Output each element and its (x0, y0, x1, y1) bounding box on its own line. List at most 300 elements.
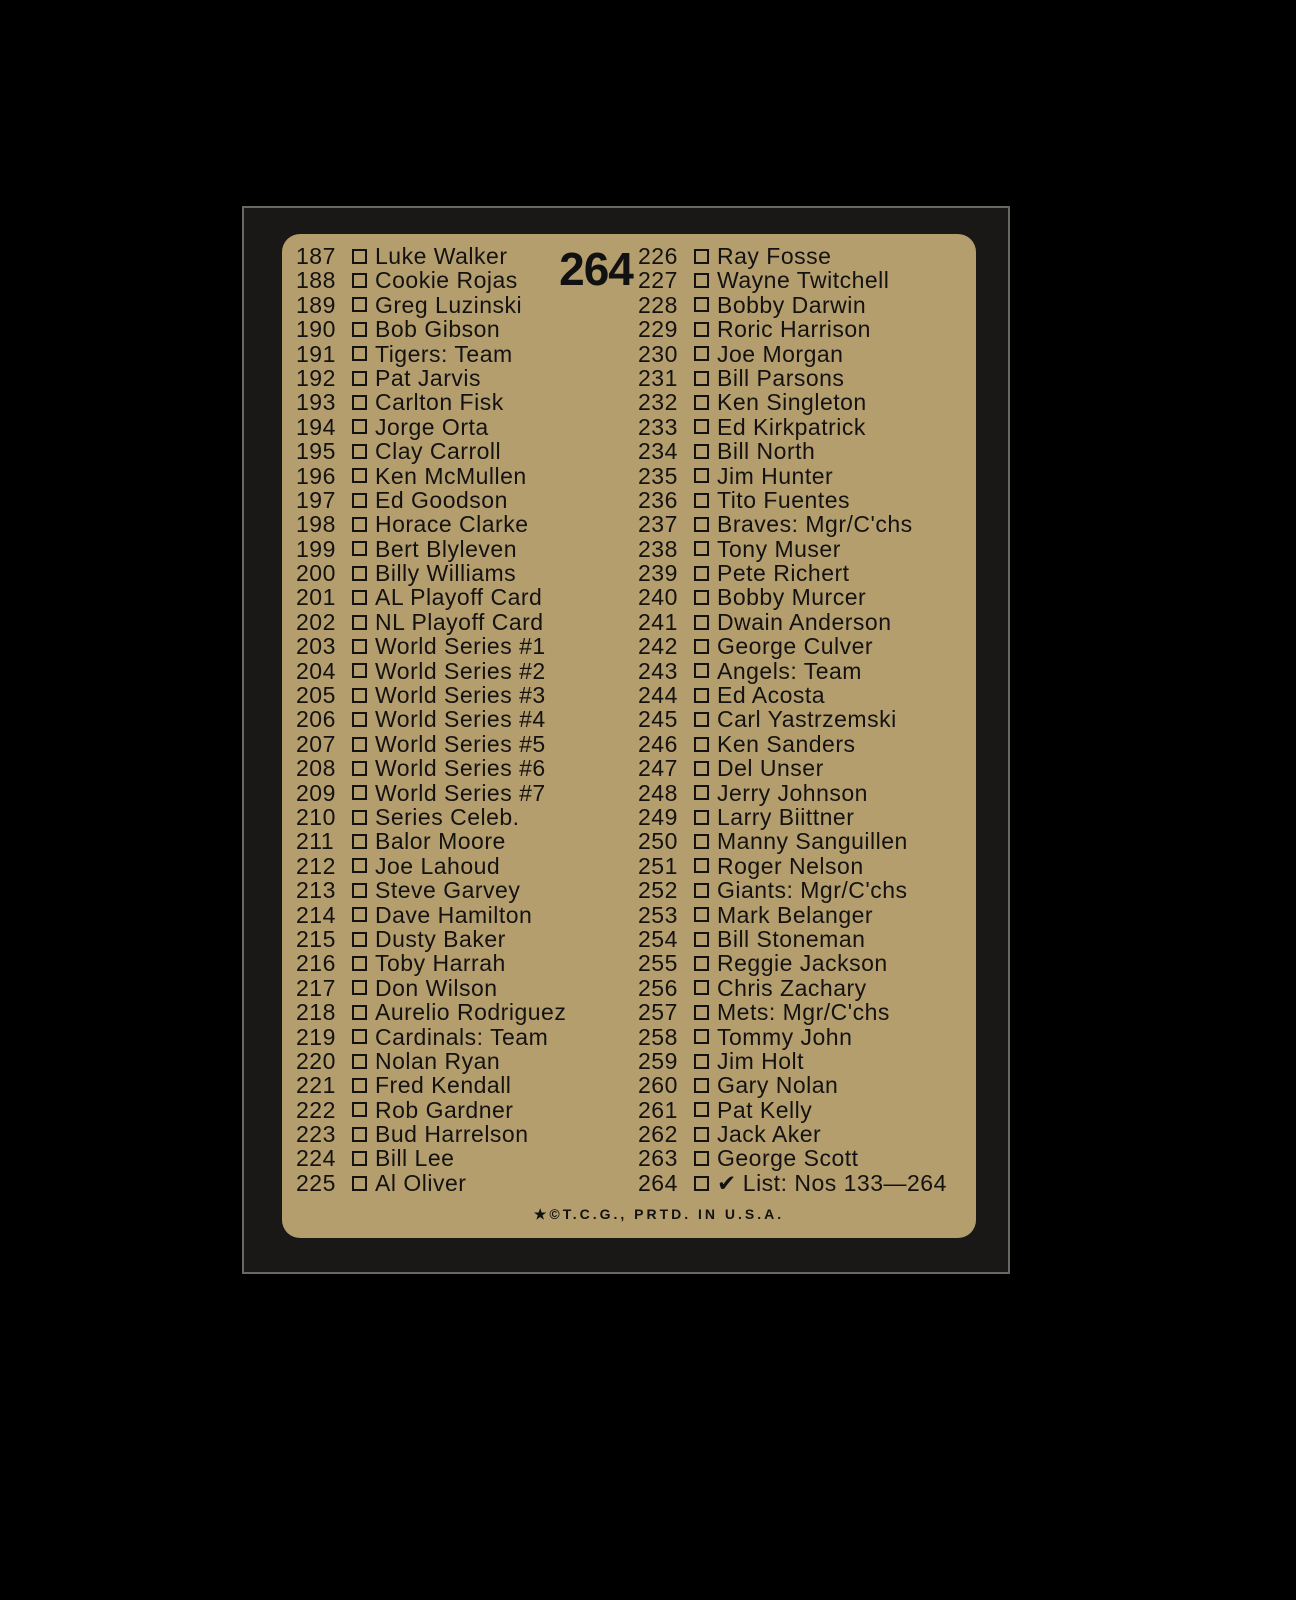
checklist-row (296, 268, 626, 292)
checkbox-icon[interactable] (694, 371, 709, 386)
checklist-row (296, 1049, 626, 1073)
checkbox-icon[interactable] (694, 639, 709, 654)
checklist-row (296, 903, 626, 927)
checkbox-icon[interactable] (694, 590, 709, 605)
player-name: World Series #4 (375, 706, 546, 733)
checklist-row (296, 878, 626, 902)
player-name-wrap (717, 561, 974, 585)
card-num: 234 (638, 438, 678, 465)
checklist-row (296, 1000, 626, 1024)
player-name-wrap (717, 293, 974, 317)
player-name: Tony Muser (717, 535, 841, 562)
checklist-row (638, 878, 974, 902)
checklist-row (296, 244, 626, 268)
checkbox-icon[interactable] (352, 858, 367, 873)
checklist-row (296, 610, 626, 634)
checklist-row (296, 317, 626, 341)
checklist-row (638, 659, 974, 683)
card-number: 264 (559, 243, 633, 295)
card-num: 239 (638, 560, 678, 587)
player-name-wrap (375, 342, 626, 366)
card-num: 252 (638, 877, 678, 904)
player-name-wrap (717, 878, 974, 902)
player-name: Ed Kirkpatrick (717, 413, 866, 440)
card-num: 195 (296, 438, 336, 465)
player-name: Bill Parsons (717, 364, 845, 391)
player-name-wrap (717, 415, 974, 439)
player-name: Giants: Mgr/C'chs (717, 877, 908, 904)
checkmark-icon: ✔ (717, 1169, 737, 1196)
checkbox-icon[interactable] (694, 1176, 709, 1191)
checklist-row (638, 293, 974, 317)
player-name: Jerry Johnson (717, 779, 868, 806)
player-name: Rob Gardner (375, 1096, 514, 1123)
player-name: Dwain Anderson (717, 608, 892, 635)
checkbox-icon[interactable] (352, 566, 367, 581)
player-name-wrap (717, 1049, 974, 1073)
player-name: World Series #3 (375, 682, 546, 709)
checkbox-icon[interactable] (694, 688, 709, 703)
card-num: 201 (296, 584, 336, 611)
player-name-wrap (717, 659, 974, 683)
checklist-row (638, 610, 974, 634)
checklist-row (296, 1171, 626, 1195)
checklist-row (296, 683, 626, 707)
player-name: Billy Williams (375, 560, 517, 587)
player-name: Bill North (717, 438, 816, 465)
checklist-row (638, 244, 974, 268)
player-name: Nolan Ryan (375, 1047, 501, 1074)
player-name-wrap (717, 268, 974, 292)
player-name: Clay Carroll (375, 438, 502, 465)
player-name: Horace Clarke (375, 511, 529, 538)
checkbox-icon[interactable] (352, 1151, 367, 1166)
checklist-row (638, 390, 974, 414)
player-name: Tommy John (717, 1023, 853, 1050)
player-name-wrap (375, 415, 626, 439)
checklist-row (638, 439, 974, 463)
checkbox-icon[interactable] (694, 1005, 709, 1020)
checklist-row (296, 1122, 626, 1146)
copyright-footer: ★©T.C.G., PRTD. IN U.S.A. (533, 1206, 785, 1222)
player-name-wrap (717, 1171, 974, 1195)
checkbox-icon[interactable] (694, 493, 709, 508)
player-name-wrap (375, 1000, 626, 1024)
player-name-wrap (717, 805, 974, 829)
player-name-wrap (717, 1000, 974, 1024)
card-num: 256 (638, 974, 678, 1001)
checklist-row (638, 976, 974, 1000)
checklist-row (638, 781, 974, 805)
player-name-wrap (717, 439, 974, 463)
card-num: 189 (296, 291, 336, 318)
checkbox-icon[interactable] (694, 346, 709, 361)
checkbox-icon[interactable] (352, 639, 367, 654)
checkbox-icon[interactable] (694, 737, 709, 752)
checkbox-icon[interactable] (352, 907, 367, 922)
player-name-wrap (375, 976, 626, 1000)
card-num: 231 (638, 364, 678, 391)
checkbox-icon[interactable] (694, 907, 709, 922)
checklist-row (638, 585, 974, 609)
checkbox-icon[interactable] (352, 346, 367, 361)
player-name: Jack Aker (717, 1121, 822, 1148)
checklist-row (638, 317, 974, 341)
player-name-wrap (717, 390, 974, 414)
card-num: 197 (296, 486, 336, 513)
checkbox-icon[interactable] (352, 980, 367, 995)
checklist-row (296, 854, 626, 878)
card-num: 191 (296, 340, 336, 367)
player-name: Ken Singleton (717, 389, 867, 416)
card-num: 259 (638, 1047, 678, 1074)
player-name-wrap (717, 366, 974, 390)
card-num: 198 (296, 511, 336, 538)
checklist-row (638, 854, 974, 878)
player-name-wrap (717, 244, 974, 268)
card-num: 211 (296, 828, 335, 855)
player-name: Tito Fuentes (717, 486, 850, 513)
player-name-wrap (375, 561, 626, 585)
player-name: Ed Goodson (375, 486, 508, 513)
checkbox-icon[interactable] (352, 1078, 367, 1093)
checkbox-icon[interactable] (352, 444, 367, 459)
card-num: 251 (638, 852, 678, 879)
checkbox-icon[interactable] (694, 785, 709, 800)
player-name-wrap (717, 927, 974, 951)
player-name: World Series #2 (375, 657, 546, 684)
checkbox-icon[interactable] (694, 883, 709, 898)
player-name-wrap (375, 1025, 626, 1049)
player-name: Mark Belanger (717, 901, 874, 928)
player-name: Aurelio Rodriguez (375, 999, 567, 1026)
player-name-wrap (375, 537, 626, 561)
player-name-wrap (375, 293, 626, 317)
player-name: Del Unser (717, 755, 824, 782)
checklist-row (296, 976, 626, 1000)
checkbox-icon[interactable] (352, 249, 367, 264)
card-num: 193 (296, 389, 336, 416)
player-name-wrap (717, 732, 974, 756)
checklist-row (296, 1073, 626, 1097)
checkbox-icon[interactable] (352, 1127, 367, 1142)
card-num: 218 (296, 999, 336, 1026)
player-name-wrap (375, 1098, 626, 1122)
card-num: 262 (638, 1121, 678, 1148)
player-name-wrap (375, 732, 626, 756)
player-name: Carlton Fisk (375, 389, 504, 416)
card-num: 243 (638, 657, 678, 684)
checkbox-icon[interactable] (352, 932, 367, 947)
checklist-row (296, 1146, 626, 1170)
player-name-wrap (375, 1146, 626, 1170)
card-num: 220 (296, 1047, 336, 1074)
player-name-wrap (375, 1171, 626, 1195)
checkbox-icon[interactable] (694, 1151, 709, 1166)
player-name-wrap (375, 464, 626, 488)
checkbox-icon[interactable] (694, 1078, 709, 1093)
player-name-wrap (375, 317, 626, 341)
card-num: 255 (638, 950, 678, 977)
checkbox-icon[interactable] (352, 883, 367, 898)
checklist-row (638, 1146, 974, 1170)
card-num: 190 (296, 316, 336, 343)
player-name: Jorge Orta (375, 413, 489, 440)
checkbox-icon[interactable] (694, 468, 709, 483)
player-name-wrap (717, 854, 974, 878)
checkbox-icon[interactable] (694, 1102, 709, 1117)
checkbox-icon[interactable] (694, 273, 709, 288)
checkbox-icon[interactable] (694, 980, 709, 995)
player-name: George Scott (717, 1145, 859, 1172)
checkbox-icon[interactable] (694, 541, 709, 556)
checkbox-icon[interactable] (694, 1054, 709, 1069)
checklist-card (242, 206, 1010, 1274)
checkbox-icon[interactable] (352, 1029, 367, 1044)
checkbox-icon[interactable] (694, 444, 709, 459)
card-num: 209 (296, 779, 336, 806)
player-name-wrap (717, 903, 974, 927)
card-num: 216 (296, 950, 336, 977)
checkbox-icon[interactable] (694, 810, 709, 825)
checkbox-icon[interactable] (352, 297, 367, 312)
player-name: NL Playoff Card (375, 608, 544, 635)
player-name-wrap (375, 439, 626, 463)
player-name: Bob Gibson (375, 316, 501, 343)
player-name-wrap (717, 829, 974, 853)
player-name-wrap (717, 1122, 974, 1146)
checklist-row (296, 415, 626, 439)
checklist-row (638, 512, 974, 536)
checkbox-icon[interactable] (352, 273, 367, 288)
checkbox-icon[interactable] (352, 541, 367, 556)
checkbox-icon[interactable] (352, 810, 367, 825)
card-num: 242 (638, 633, 678, 660)
checklist-row (638, 634, 974, 658)
card-num: 199 (296, 535, 336, 562)
player-name: Pat Kelly (717, 1096, 813, 1123)
player-name-wrap (717, 951, 974, 975)
player-name-wrap (375, 1073, 626, 1097)
player-name: Bobby Murcer (717, 584, 867, 611)
checkbox-icon[interactable] (352, 688, 367, 703)
card-num: 254 (638, 925, 678, 952)
card-num: 206 (296, 706, 336, 733)
card-num: 208 (296, 755, 336, 782)
checklist-row (296, 1098, 626, 1122)
checkbox-icon[interactable] (352, 1102, 367, 1117)
player-name-wrap (375, 488, 626, 512)
checklist-row (296, 1025, 626, 1049)
checklist-row (638, 707, 974, 731)
card-num: 228 (638, 291, 678, 318)
checkbox-icon[interactable] (694, 663, 709, 678)
checklist-row (296, 781, 626, 805)
checkbox-icon[interactable] (694, 761, 709, 776)
checkbox-icon[interactable] (352, 1176, 367, 1191)
checklist-row (638, 1000, 974, 1024)
checklist-row (296, 756, 626, 780)
checklist-row (638, 537, 974, 561)
checkbox-icon[interactable] (352, 1054, 367, 1069)
player-name: Bobby Darwin (717, 291, 867, 318)
player-name-wrap (375, 659, 626, 683)
checkbox-icon[interactable] (352, 517, 367, 532)
card-num: 253 (638, 901, 678, 928)
checkbox-icon[interactable] (694, 1127, 709, 1142)
player-name-wrap (717, 1098, 974, 1122)
player-name: Bud Harrelson (375, 1121, 529, 1148)
player-name-wrap (375, 927, 626, 951)
checkbox-icon[interactable] (352, 956, 367, 971)
player-name-wrap (717, 781, 974, 805)
card-num: 212 (296, 852, 336, 879)
player-name-wrap (375, 951, 626, 975)
player-name: AL Playoff Card (375, 584, 543, 611)
card-num: 226 (638, 243, 678, 269)
player-name: Chris Zachary (717, 974, 867, 1001)
card-num: 194 (296, 413, 336, 440)
player-name-wrap (375, 366, 626, 390)
player-name-wrap (375, 1122, 626, 1146)
checklist-row (296, 927, 626, 951)
player-name: Balor Moore (375, 828, 506, 855)
checklist-row (296, 561, 626, 585)
checkbox-icon[interactable] (352, 590, 367, 605)
checkbox-icon[interactable] (694, 249, 709, 264)
player-name-wrap (717, 976, 974, 1000)
checklist-row (296, 488, 626, 512)
checkbox-icon[interactable] (694, 615, 709, 630)
player-name: Pete Richert (717, 560, 850, 587)
card-panel (282, 234, 976, 1238)
player-name-wrap (375, 707, 626, 731)
player-name: Tigers: Team (375, 340, 513, 367)
card-num: 247 (638, 755, 678, 782)
checklist-row (638, 342, 974, 366)
checkbox-icon[interactable] (694, 419, 709, 434)
checklist-row (638, 488, 974, 512)
player-name-wrap (717, 512, 974, 536)
card-num: 260 (638, 1072, 678, 1099)
player-name: Bill Stoneman (717, 925, 866, 952)
checkbox-icon[interactable] (352, 663, 367, 678)
checklist-row (296, 390, 626, 414)
checklist-row (296, 829, 626, 853)
checkbox-icon[interactable] (694, 322, 709, 337)
checkbox-icon[interactable] (352, 493, 367, 508)
card-num: 210 (296, 803, 336, 830)
card-num: 238 (638, 535, 678, 562)
player-name-wrap (375, 878, 626, 902)
player-name: World Series #1 (375, 633, 546, 660)
checkbox-icon[interactable] (352, 737, 367, 752)
checkbox-icon[interactable] (352, 322, 367, 337)
player-name: World Series #5 (375, 730, 546, 757)
player-name-wrap (375, 903, 626, 927)
card-num: 261 (638, 1096, 678, 1123)
checkbox-icon[interactable] (694, 517, 709, 532)
checkbox-icon[interactable] (694, 956, 709, 971)
player-name-wrap (717, 317, 974, 341)
checkbox-icon[interactable] (694, 1029, 709, 1044)
checklist-row (638, 415, 974, 439)
card-num: 207 (296, 730, 336, 757)
player-name: Reggie Jackson (717, 950, 888, 977)
player-name: Braves: Mgr/C'chs (717, 511, 913, 538)
card-num: 235 (638, 462, 678, 489)
player-name: Ken McMullen (375, 462, 527, 489)
card-num: 225 (296, 1169, 336, 1196)
checklist-row (296, 634, 626, 658)
player-name: Mets: Mgr/C'chs (717, 999, 890, 1026)
checklist-row (638, 1049, 974, 1073)
checkbox-icon[interactable] (694, 858, 709, 873)
checklist-row (296, 732, 626, 756)
checklist-row (638, 927, 974, 951)
checkbox-icon[interactable] (352, 785, 367, 800)
card-num: 233 (638, 413, 678, 440)
card-num: 221 (296, 1072, 336, 1099)
checklist-row (638, 268, 974, 292)
card-num: 245 (638, 706, 678, 733)
card-num: 229 (638, 316, 678, 343)
player-name: Larry Biittner (717, 803, 855, 830)
checkbox-icon[interactable] (694, 395, 709, 410)
checklist-row (638, 732, 974, 756)
checkbox-icon[interactable] (352, 761, 367, 776)
checkbox-icon[interactable] (352, 395, 367, 410)
checkbox-icon[interactable] (352, 615, 367, 630)
player-name: Ray Fosse (717, 243, 832, 269)
player-name-wrap (717, 342, 974, 366)
player-name: Greg Luzinski (375, 291, 523, 318)
checkbox-icon[interactable] (694, 566, 709, 581)
checkbox-icon[interactable] (352, 1005, 367, 1020)
checkbox-icon[interactable] (694, 932, 709, 947)
player-name: Dave Hamilton (375, 901, 533, 928)
checkbox-icon[interactable] (352, 419, 367, 434)
checkbox-icon[interactable] (694, 712, 709, 727)
card-num: 258 (638, 1023, 678, 1050)
player-name-wrap (375, 854, 626, 878)
player-name: Cookie Rojas (375, 267, 518, 294)
checklist-row (638, 366, 974, 390)
card-num: 188 (296, 267, 336, 294)
checklist-row (638, 683, 974, 707)
card-num: 223 (296, 1121, 336, 1148)
checklist-row (296, 512, 626, 536)
card-num: 264 (638, 1169, 678, 1196)
checkbox-icon[interactable] (352, 371, 367, 386)
player-name: Wayne Twitchell (717, 267, 890, 294)
checkbox-icon[interactable] (352, 712, 367, 727)
player-name-wrap (717, 707, 974, 731)
card-num: 248 (638, 779, 678, 806)
player-name-wrap (717, 585, 974, 609)
player-name: Angels: Team (717, 657, 862, 684)
player-name-wrap (717, 537, 974, 561)
checklist-row (638, 829, 974, 853)
player-name: Roger Nelson (717, 852, 864, 879)
checkbox-icon[interactable] (694, 834, 709, 849)
checkbox-icon[interactable] (694, 297, 709, 312)
player-name: Roric Harrison (717, 316, 871, 343)
checkbox-icon[interactable] (352, 834, 367, 849)
checkbox-icon[interactable] (352, 468, 367, 483)
player-name-wrap (375, 805, 626, 829)
card-num: 241 (638, 608, 678, 635)
